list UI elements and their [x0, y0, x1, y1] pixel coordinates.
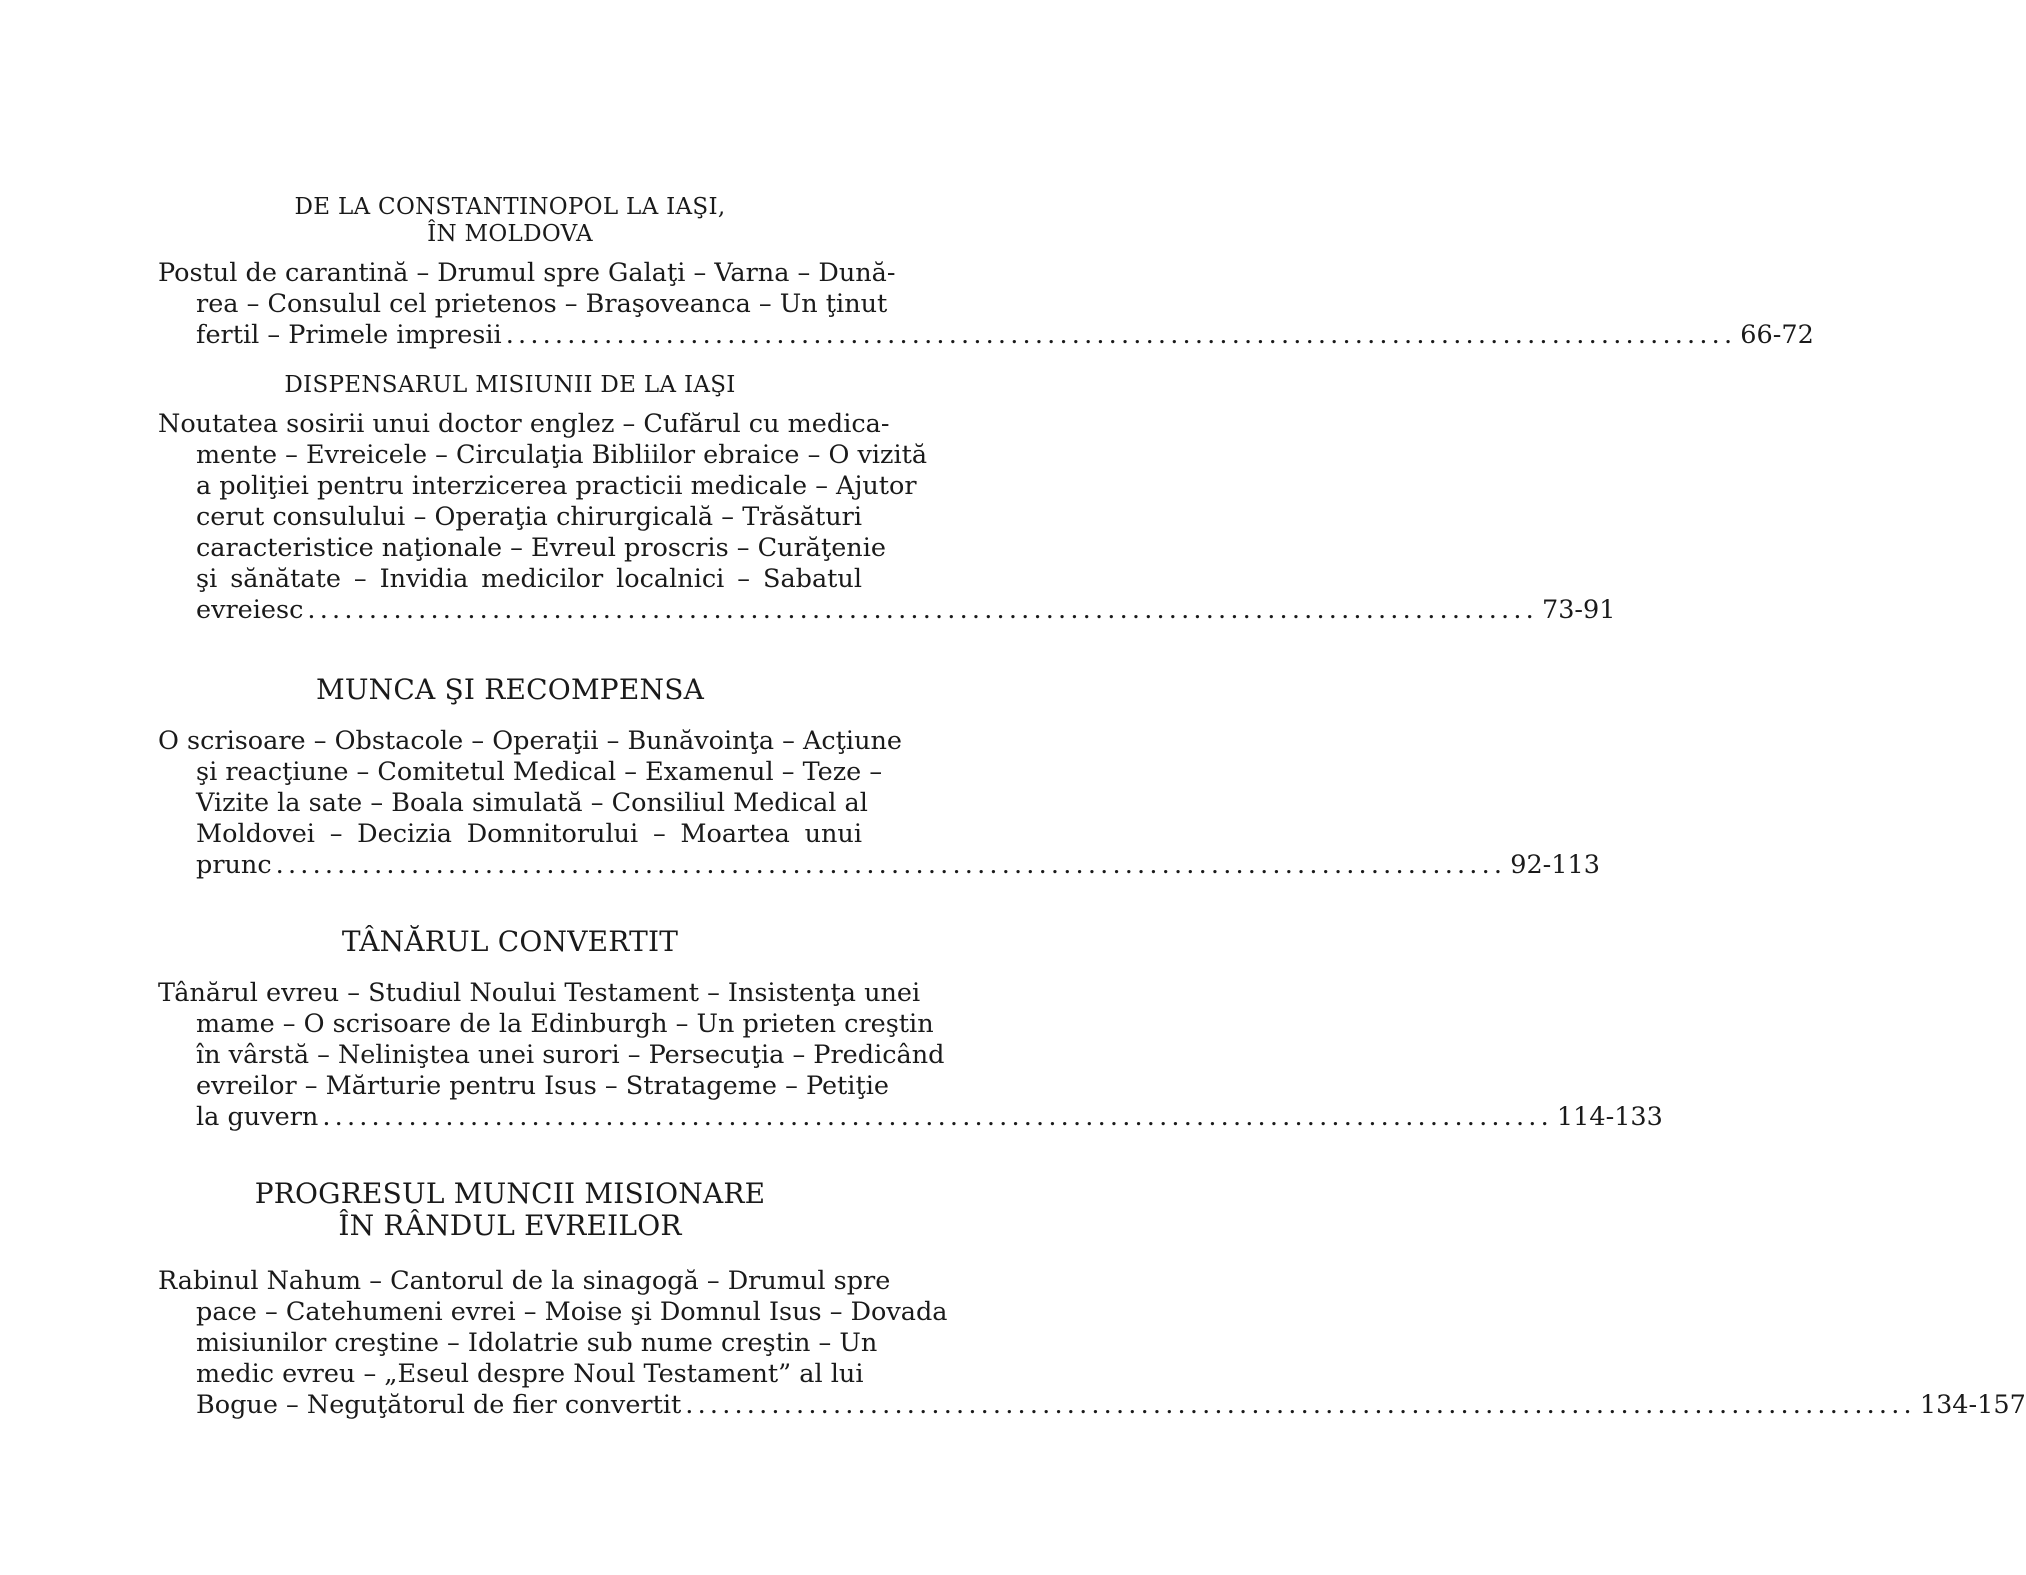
entry-last-text: fertil – Primele impresii [196, 320, 502, 350]
page-range: 134-157 [1919, 1390, 2026, 1420]
heading-line: PROGRESUL MUNCII MISIONARE [254, 1177, 766, 1210]
entry-line: Noutatea sosirii unui doctor englez – Cufărul cu medica- [158, 409, 890, 439]
heading-line: ÎN MOLDOVA [427, 221, 593, 247]
entry-last-text: Bogue – Neguţătorul de fier convertit [196, 1390, 682, 1420]
heading-line: DE LA CONSTANTINOPOL LA IAŞI, [294, 194, 726, 220]
dot-leader: .................................................................................................... [322, 1102, 1553, 1132]
entry-last-line [158, 595, 1616, 626]
toc-entry [158, 258, 1814, 351]
entry-line: a poliţiei pentru interzicerea practicii medicale – Ajutor [196, 471, 917, 501]
heading-line: TÂNĂRUL CONVERTIT [341, 925, 679, 958]
entry-last-line [158, 320, 1814, 351]
entry-line: Tânărul evreu – Studiul Noului Testament – Insistenţa unei [158, 978, 921, 1008]
entry-line: în vârstă – Neliniştea unei surori – Persecuţia – Predicând [196, 1040, 945, 1070]
page-range: 66-72 [1740, 320, 1814, 350]
section-heading [158, 374, 862, 397]
entry-last-text: la guvern [196, 1102, 319, 1132]
entry-line: caracteristice naţionale – Evreul proscris – Curăţenie [196, 533, 886, 563]
entry-line: mame – O scrisoare de la Edinburgh – Un prieten creştin [196, 1009, 934, 1039]
heading-line: MUNCA ŞI RECOMPENSA [315, 673, 704, 706]
entry-line: Rabinul Nahum – Cantorul de la sinagogă – Drumul spre [158, 1266, 891, 1296]
dot-leader: .................................................................................................... [307, 595, 1538, 625]
toc-entry [158, 1266, 2026, 1421]
entry-line: misiunilor creştine – Idolatrie sub nume creştin – Un [196, 1328, 878, 1358]
entry-last-line [158, 850, 1600, 881]
entry-last-text: evreiesc [196, 595, 304, 625]
toc-section [158, 673, 1600, 881]
heading-line: DISPENSARUL MISIUNII DE LA IAŞI [284, 372, 736, 398]
entry-last-line [158, 1102, 1663, 1133]
toc-section [158, 194, 1814, 351]
entry-line: şi sănătate – Invidia medicilor localnici – Sabatul [196, 564, 862, 594]
entry-line: Moldovei – Decizia Domnitorului – Moartea unui [196, 819, 862, 849]
toc-section [158, 1177, 2026, 1421]
entry-line: mente – Evreicele – Circulaţia Bibliilor ebraice – O vizită [196, 440, 928, 470]
toc-section [158, 372, 1616, 626]
page-range: 114-133 [1556, 1102, 1663, 1132]
toc-entry [158, 978, 1663, 1133]
entry-line: medic evreu – „Eseul despre Noul Testament” al lui [196, 1359, 864, 1389]
section-heading [158, 1177, 862, 1242]
entry-line: cerut consulului – Operaţia chirurgicală – Trăsături [196, 502, 862, 532]
toc-entry [158, 409, 1616, 626]
dot-leader: .................................................................................................... [275, 850, 1507, 880]
dot-leader: .................................................................................................... [505, 320, 1737, 350]
entry-last-line [158, 1390, 2026, 1421]
entry-line: Postul de carantină – Drumul spre Galaţi – Varna – Dună- [158, 258, 896, 288]
entry-line: rea – Consulul cel prietenos – Braşoveanca – Un ţinut [196, 289, 888, 319]
page-range: 73-91 [1541, 595, 1616, 625]
toc-entry [158, 726, 1600, 881]
entry-line: pace – Catehumeni evrei – Moise şi Domnul Isus – Dovada [196, 1297, 948, 1327]
entry-line: O scrisoare – Obstacole – Operaţii – Bunăvoinţa – Acţiune [158, 726, 903, 756]
page-range: 92-113 [1510, 850, 1600, 880]
heading-line: ÎN RÂNDUL EVREILOR [338, 1209, 682, 1242]
section-heading [158, 673, 862, 706]
entry-line: şi reacţiune – Comitetul Medical – Examenul – Teze – [196, 757, 883, 787]
toc-section [158, 925, 1663, 1133]
section-heading [158, 925, 862, 958]
section-heading [158, 196, 862, 246]
entry-line: Vizite la sate – Boala simulată – Consiliul Medical al [196, 788, 868, 818]
dot-leader: .................................................................................................... [685, 1390, 1916, 1420]
entry-line: evreilor – Mărturie pentru Isus – Stratageme – Petiţie [196, 1071, 889, 1101]
entry-last-text: prunc [196, 850, 272, 880]
